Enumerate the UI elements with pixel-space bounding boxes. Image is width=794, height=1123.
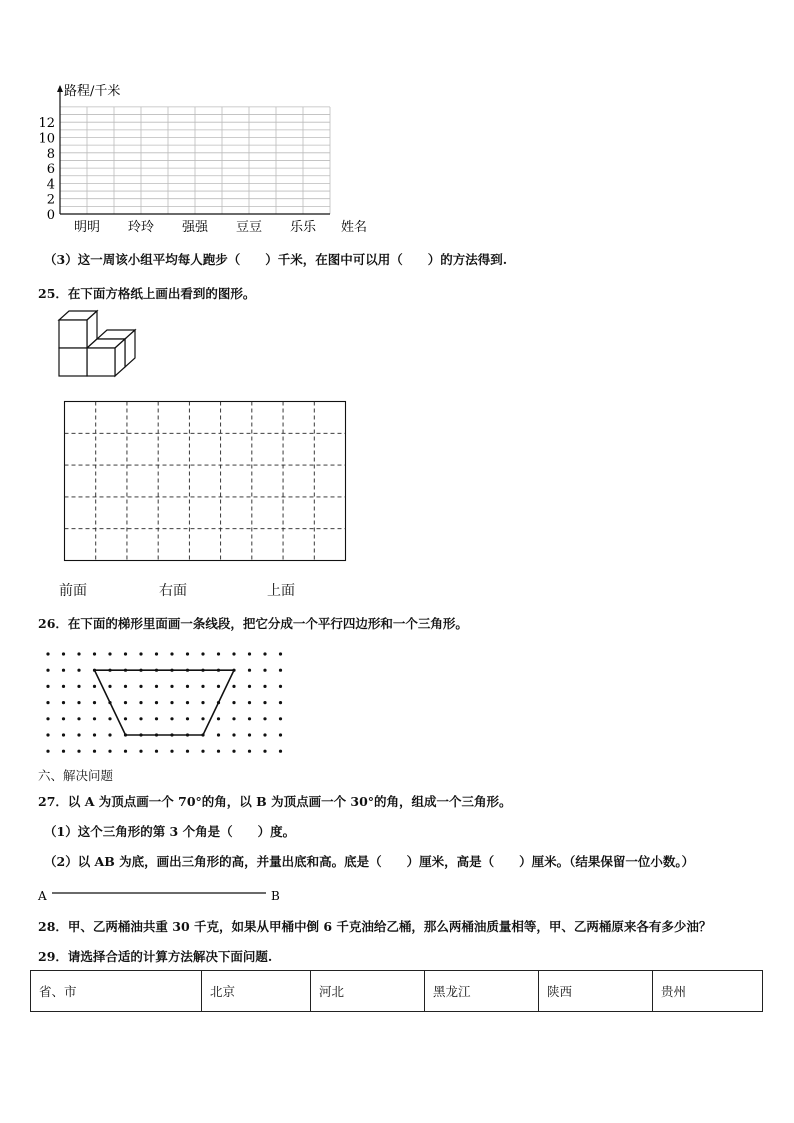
grid-dot: [201, 750, 204, 753]
grid-dot: [155, 685, 158, 688]
table-cell: 黑龙江: [425, 971, 539, 1012]
grid-dot: [279, 652, 282, 655]
grid-dot: [232, 701, 235, 704]
grid-dot: [279, 669, 282, 672]
grid-dot: [232, 750, 235, 753]
table-cell: 北京: [202, 971, 311, 1012]
grid-dot: [77, 701, 80, 704]
grid-dot: [108, 652, 111, 655]
segment-ab: [38, 885, 288, 905]
chart-x-tick-label: 明明: [73, 220, 101, 235]
grid-dot: [201, 717, 204, 720]
grid-dot: [170, 652, 173, 655]
grid-dot: [108, 685, 111, 688]
chart-x-tick-label: 豆豆: [235, 220, 263, 235]
chart-y-tick-label: 0: [46, 208, 55, 223]
question-29-title: 29．请选择合适的计算方法解决下面问题.: [38, 949, 273, 964]
label-front-view: 前面: [59, 583, 87, 599]
grid-dot: [155, 701, 158, 704]
grid-dot: [186, 717, 189, 720]
question-24-part-3: （3）这一周该小组平均每人跑步（ ）千米，在图中可以用（ ）的方法得到.: [44, 252, 508, 267]
table-cell: 河北: [311, 971, 425, 1012]
grid-dot: [217, 733, 220, 736]
trapezoid-shape: [95, 670, 235, 735]
grid-dot: [62, 669, 65, 672]
grid-dot: [186, 652, 189, 655]
chart-x-tick-label: 乐乐: [289, 220, 317, 235]
grid-dot: [62, 685, 65, 688]
grid-dot: [139, 717, 142, 720]
chart-y-tick-label: 6: [46, 162, 55, 178]
grid-dot: [46, 750, 49, 753]
chart-x-tick-label: 强强: [181, 220, 209, 235]
grid-dot: [263, 701, 266, 704]
grid-dot: [248, 701, 251, 704]
grid-dot: [279, 701, 282, 704]
province-table: [30, 970, 763, 1012]
grid-dot: [139, 750, 142, 753]
section-6-heading: 六、解决问题: [38, 768, 114, 783]
grid-dot: [139, 701, 142, 704]
grid-dot: [77, 733, 80, 736]
cube-stack-figure: [55, 308, 145, 388]
question-25-title: 25．在下面方格纸上画出看到的图形。: [38, 286, 256, 301]
grid-dot: [62, 701, 65, 704]
chart-y-tick-label: 4: [46, 177, 55, 193]
table-cell: 陕西: [539, 971, 653, 1012]
chart-y-tick-label: 8: [46, 146, 55, 162]
grid-dot: [46, 717, 49, 720]
grid-dot: [62, 733, 65, 736]
grid-dot: [232, 733, 235, 736]
grid-dot: [170, 701, 173, 704]
chart-x-axis-label: 姓名: [341, 220, 368, 235]
grid-dot: [201, 685, 204, 688]
grid-dot: [155, 750, 158, 753]
grid-dot: [93, 685, 96, 688]
grid-dot: [93, 750, 96, 753]
grid-dot: [155, 652, 158, 655]
grid-dot: [248, 717, 251, 720]
grid-dot: [217, 652, 220, 655]
grid-dot: [217, 717, 220, 720]
table-cell: 贵州: [653, 971, 763, 1012]
grid-dot: [93, 701, 96, 704]
grid-dot: [93, 652, 96, 655]
grid-dot: [124, 750, 127, 753]
grid-dot: [77, 717, 80, 720]
grid-dot: [124, 685, 127, 688]
grid-dot: [62, 750, 65, 753]
grid-dot: [279, 750, 282, 753]
grid-dot: [46, 685, 49, 688]
grid-dot: [77, 669, 80, 672]
grid-dot: [155, 717, 158, 720]
question-27-title: 27．以 A 为顶点画一个 70°的角，以 B 为顶点画一个 30°的角，组成一个三角形。: [38, 794, 512, 809]
table-row: [31, 971, 763, 1012]
chart-y-axis-arrow: [57, 85, 63, 92]
grid-dot: [248, 750, 251, 753]
grid-dot: [217, 685, 220, 688]
grid-dot: [139, 652, 142, 655]
grid-dot: [124, 652, 127, 655]
chart-y-tick-label: 2: [46, 192, 55, 208]
grid-dot: [279, 717, 282, 720]
grid-dot: [124, 717, 127, 720]
chart-grid: [57, 85, 330, 214]
dot-grid-trapezoid[interactable]: [40, 646, 300, 756]
grid-dot: [248, 669, 251, 672]
grid-dot: [248, 685, 251, 688]
chart-y-tick-label: 12: [38, 116, 55, 132]
table-cell: 省、市: [31, 971, 202, 1012]
drawing-grid-paper[interactable]: [64, 401, 346, 561]
grid-dot: [108, 733, 111, 736]
grid-dot: [108, 750, 111, 753]
grid-dot: [93, 717, 96, 720]
grid-dot: [108, 717, 111, 720]
chart-y-tick-label: 10: [38, 131, 55, 147]
grid-dot: [62, 652, 65, 655]
grid-dot: [170, 717, 173, 720]
grid-dot: [232, 717, 235, 720]
grid-dot: [46, 669, 49, 672]
grid-dot: [46, 701, 49, 704]
grid-dot: [201, 652, 204, 655]
grid-dot: [279, 733, 282, 736]
grid-dot: [186, 685, 189, 688]
question-28-text: 28．甲、乙两桶油共重 30 千克，如果从甲桶中倒 6 千克油给乙桶，那么两桶油质量相等，甲、乙两桶原来各有多少油？: [38, 919, 712, 934]
grid-dot: [186, 701, 189, 704]
grid-dot: [77, 685, 80, 688]
grid-dot: [77, 750, 80, 753]
grid-dot: [263, 652, 266, 655]
grid-dot: [263, 717, 266, 720]
grid-dot: [263, 733, 266, 736]
grid-dot: [186, 750, 189, 753]
grid-border: [65, 402, 346, 561]
question-27-part-1: （1）这个三角形的第 3 个角是（ ）度。: [44, 824, 296, 839]
grid-dot: [170, 685, 173, 688]
grid-dot: [139, 685, 142, 688]
point-b-label: B: [271, 889, 280, 903]
grid-dot: [248, 652, 251, 655]
grid-dot: [248, 733, 251, 736]
grid-dot: [77, 652, 80, 655]
label-right-view: 右面: [159, 583, 187, 599]
distance-chart: [0, 0, 400, 240]
grid-dot: [279, 685, 282, 688]
label-top-view: 上面: [267, 583, 295, 599]
chart-x-tick-label: 玲玲: [127, 220, 155, 235]
grid-dot: [263, 750, 266, 753]
grid-dot: [263, 685, 266, 688]
grid-dot: [62, 717, 65, 720]
point-a-label: A: [38, 889, 47, 903]
grid-dot: [170, 750, 173, 753]
chart-x-ticks: [74, 220, 317, 235]
grid-dot: [93, 733, 96, 736]
chart-y-ticks: [38, 116, 55, 223]
question-26-title: 26．在下面的梯形里面画一条线段，把它分成一个平行四边形和一个三角形。: [38, 616, 468, 631]
grid-dot: [217, 750, 220, 753]
grid-dot: [124, 701, 127, 704]
grid-dot: [232, 685, 235, 688]
grid-dot: [46, 733, 49, 736]
chart-y-axis-label: 路程/千米: [64, 84, 121, 99]
grid-dot: [46, 652, 49, 655]
grid-dot: [232, 652, 235, 655]
grid-dot: [263, 669, 266, 672]
question-27-part-2: （2）以 AB 为底，画出三角形的高，并量出底和高。底是（ ）厘米，高是（ ）厘米。（结果保留一位小数。）: [44, 854, 695, 869]
grid-dot: [201, 701, 204, 704]
